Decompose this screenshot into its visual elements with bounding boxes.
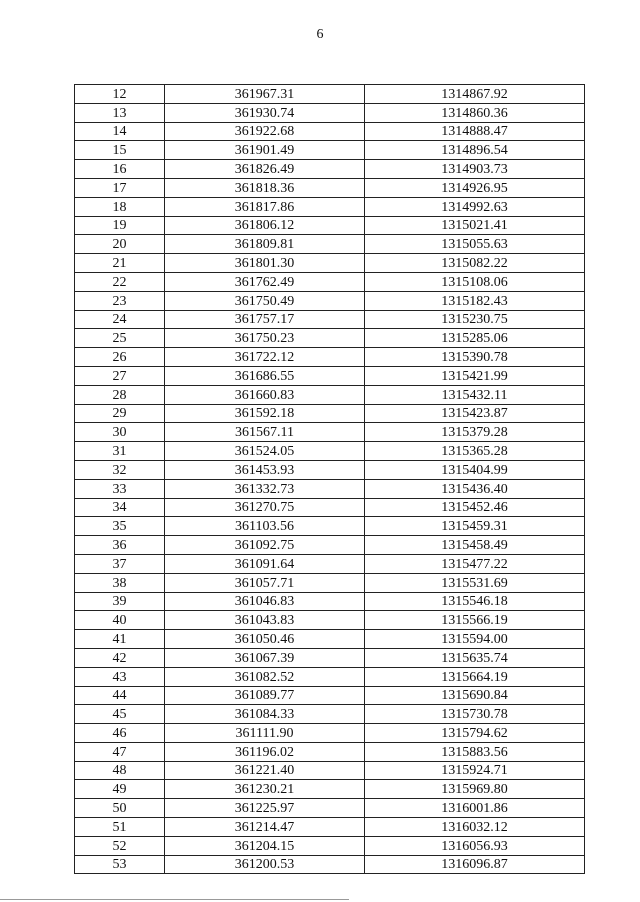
table-row <box>75 648 585 667</box>
x-coordinate-cell: 361067.39 <box>165 648 365 667</box>
y-coordinate-cell: 1315404.99 <box>365 460 585 479</box>
table-row <box>75 254 585 273</box>
y-coordinate-cell: 1315390.78 <box>365 348 585 367</box>
point-number-cell: 26 <box>75 348 165 367</box>
table-row <box>75 761 585 780</box>
table-row <box>75 836 585 855</box>
point-number-cell: 40 <box>75 611 165 630</box>
y-coordinate-cell: 1315082.22 <box>365 254 585 273</box>
y-coordinate-cell: 1315452.46 <box>365 498 585 517</box>
y-coordinate-cell: 1315436.40 <box>365 479 585 498</box>
y-coordinate-cell: 1315285.06 <box>365 329 585 348</box>
table-row <box>75 573 585 592</box>
x-coordinate-cell: 361901.49 <box>165 141 365 160</box>
point-number-cell: 36 <box>75 536 165 555</box>
point-number-cell: 31 <box>75 442 165 461</box>
y-coordinate-cell: 1315531.69 <box>365 573 585 592</box>
table-row <box>75 799 585 818</box>
x-coordinate-cell: 361200.53 <box>165 855 365 874</box>
x-coordinate-cell: 361809.81 <box>165 235 365 254</box>
table-row <box>75 235 585 254</box>
y-coordinate-cell: 1315458.49 <box>365 536 585 555</box>
table-row <box>75 818 585 837</box>
y-coordinate-cell: 1315566.19 <box>365 611 585 630</box>
point-number-cell: 52 <box>75 836 165 855</box>
table-row <box>75 611 585 630</box>
point-number-cell: 24 <box>75 310 165 329</box>
y-coordinate-cell: 1315969.80 <box>365 780 585 799</box>
table-row <box>75 479 585 498</box>
x-coordinate-cell: 361567.11 <box>165 423 365 442</box>
point-number-cell: 49 <box>75 780 165 799</box>
y-coordinate-cell: 1315108.06 <box>365 272 585 291</box>
y-coordinate-cell: 1315021.41 <box>365 216 585 235</box>
table-row <box>75 554 585 573</box>
y-coordinate-cell: 1315432.11 <box>365 385 585 404</box>
point-number-cell: 43 <box>75 667 165 686</box>
table-row <box>75 592 585 611</box>
x-coordinate-cell: 361922.68 <box>165 122 365 141</box>
table-row <box>75 348 585 367</box>
table-row <box>75 160 585 179</box>
x-coordinate-cell: 361050.46 <box>165 630 365 649</box>
x-coordinate-cell: 361043.83 <box>165 611 365 630</box>
y-coordinate-cell: 1315182.43 <box>365 291 585 310</box>
y-coordinate-cell: 1315690.84 <box>365 686 585 705</box>
x-coordinate-cell: 361826.49 <box>165 160 365 179</box>
point-number-cell: 45 <box>75 705 165 724</box>
table-row <box>75 85 585 104</box>
table-row <box>75 216 585 235</box>
y-coordinate-cell: 1316056.93 <box>365 836 585 855</box>
point-number-cell: 21 <box>75 254 165 273</box>
table-row <box>75 517 585 536</box>
point-number-cell: 18 <box>75 197 165 216</box>
point-number-cell: 15 <box>75 141 165 160</box>
table-row <box>75 498 585 517</box>
x-coordinate-cell: 361230.21 <box>165 780 365 799</box>
x-coordinate-cell: 361930.74 <box>165 103 365 122</box>
table-row <box>75 423 585 442</box>
table-row <box>75 141 585 160</box>
page-number: 6 <box>316 27 324 42</box>
y-coordinate-cell: 1315594.00 <box>365 630 585 649</box>
x-coordinate-cell: 361453.93 <box>165 460 365 479</box>
x-coordinate-cell: 361818.36 <box>165 178 365 197</box>
x-coordinate-cell: 361204.15 <box>165 836 365 855</box>
y-coordinate-cell: 1315883.56 <box>365 742 585 761</box>
y-coordinate-cell: 1316032.12 <box>365 818 585 837</box>
table-row <box>75 385 585 404</box>
x-coordinate-cell: 361750.49 <box>165 291 365 310</box>
table-row <box>75 536 585 555</box>
y-coordinate-cell: 1315924.71 <box>365 761 585 780</box>
bottom-divider <box>0 899 349 900</box>
x-coordinate-cell: 361225.97 <box>165 799 365 818</box>
point-number-cell: 47 <box>75 742 165 761</box>
point-number-cell: 38 <box>75 573 165 592</box>
x-coordinate-cell: 361967.31 <box>165 85 365 104</box>
table-row <box>75 460 585 479</box>
point-number-cell: 50 <box>75 799 165 818</box>
table-row <box>75 724 585 743</box>
table-row <box>75 122 585 141</box>
table-row <box>75 366 585 385</box>
table-row <box>75 272 585 291</box>
point-number-cell: 39 <box>75 592 165 611</box>
table-row <box>75 103 585 122</box>
y-coordinate-cell: 1314896.54 <box>365 141 585 160</box>
y-coordinate-cell: 1314992.63 <box>365 197 585 216</box>
x-coordinate-cell: 361084.33 <box>165 705 365 724</box>
y-coordinate-cell: 1315423.87 <box>365 404 585 423</box>
point-number-cell: 20 <box>75 235 165 254</box>
y-coordinate-cell: 1314888.47 <box>365 122 585 141</box>
table-row <box>75 329 585 348</box>
x-coordinate-cell: 361801.30 <box>165 254 365 273</box>
point-number-cell: 44 <box>75 686 165 705</box>
point-number-cell: 37 <box>75 554 165 573</box>
y-coordinate-cell: 1315477.22 <box>365 554 585 573</box>
point-number-cell: 22 <box>75 272 165 291</box>
x-coordinate-cell: 361817.86 <box>165 197 365 216</box>
table-row <box>75 630 585 649</box>
x-coordinate-cell: 361103.56 <box>165 517 365 536</box>
point-number-cell: 53 <box>75 855 165 874</box>
table-row <box>75 780 585 799</box>
point-number-cell: 42 <box>75 648 165 667</box>
table-row <box>75 855 585 874</box>
table-row <box>75 291 585 310</box>
x-coordinate-cell: 361089.77 <box>165 686 365 705</box>
y-coordinate-cell: 1315664.19 <box>365 667 585 686</box>
y-coordinate-cell: 1315546.18 <box>365 592 585 611</box>
y-coordinate-cell: 1315421.99 <box>365 366 585 385</box>
table-row <box>75 404 585 423</box>
y-coordinate-cell: 1315459.31 <box>365 517 585 536</box>
table-row <box>75 310 585 329</box>
point-number-cell: 27 <box>75 366 165 385</box>
point-number-cell: 29 <box>75 404 165 423</box>
point-number-cell: 19 <box>75 216 165 235</box>
y-coordinate-cell: 1314926.95 <box>365 178 585 197</box>
table-row <box>75 705 585 724</box>
y-coordinate-cell: 1315794.62 <box>365 724 585 743</box>
x-coordinate-cell: 361111.90 <box>165 724 365 743</box>
point-number-cell: 51 <box>75 818 165 837</box>
x-coordinate-cell: 361686.55 <box>165 366 365 385</box>
point-number-cell: 14 <box>75 122 165 141</box>
x-coordinate-cell: 361057.71 <box>165 573 365 592</box>
x-coordinate-cell: 361221.40 <box>165 761 365 780</box>
point-number-cell: 32 <box>75 460 165 479</box>
x-coordinate-cell: 361592.18 <box>165 404 365 423</box>
table-row <box>75 442 585 461</box>
point-number-cell: 33 <box>75 479 165 498</box>
x-coordinate-cell: 361082.52 <box>165 667 365 686</box>
x-coordinate-cell: 361660.83 <box>165 385 365 404</box>
point-number-cell: 17 <box>75 178 165 197</box>
y-coordinate-cell: 1314860.36 <box>365 103 585 122</box>
x-coordinate-cell: 361524.05 <box>165 442 365 461</box>
y-coordinate-cell: 1314867.92 <box>365 85 585 104</box>
point-number-cell: 16 <box>75 160 165 179</box>
point-number-cell: 41 <box>75 630 165 649</box>
y-coordinate-cell: 1316096.87 <box>365 855 585 874</box>
point-number-cell: 30 <box>75 423 165 442</box>
y-coordinate-cell: 1315379.28 <box>365 423 585 442</box>
x-coordinate-cell: 361270.75 <box>165 498 365 517</box>
y-coordinate-cell: 1315365.28 <box>365 442 585 461</box>
table-row <box>75 197 585 216</box>
y-coordinate-cell: 1315055.63 <box>365 235 585 254</box>
point-number-cell: 13 <box>75 103 165 122</box>
point-number-cell: 23 <box>75 291 165 310</box>
point-number-cell: 48 <box>75 761 165 780</box>
point-number-cell: 12 <box>75 85 165 104</box>
table-row <box>75 667 585 686</box>
x-coordinate-cell: 361214.47 <box>165 818 365 837</box>
point-number-cell: 28 <box>75 385 165 404</box>
table-row <box>75 742 585 761</box>
x-coordinate-cell: 361092.75 <box>165 536 365 555</box>
y-coordinate-cell: 1314903.73 <box>365 160 585 179</box>
x-coordinate-cell: 361046.83 <box>165 592 365 611</box>
x-coordinate-cell: 361757.17 <box>165 310 365 329</box>
y-coordinate-cell: 1316001.86 <box>365 799 585 818</box>
coordinates-table-body <box>75 85 585 874</box>
table-row <box>75 178 585 197</box>
y-coordinate-cell: 1315635.74 <box>365 648 585 667</box>
x-coordinate-cell: 361750.23 <box>165 329 365 348</box>
point-number-cell: 34 <box>75 498 165 517</box>
x-coordinate-cell: 361196.02 <box>165 742 365 761</box>
table-row <box>75 686 585 705</box>
point-number-cell: 35 <box>75 517 165 536</box>
y-coordinate-cell: 1315730.78 <box>365 705 585 724</box>
x-coordinate-cell: 361091.64 <box>165 554 365 573</box>
point-number-cell: 46 <box>75 724 165 743</box>
x-coordinate-cell: 361762.49 <box>165 272 365 291</box>
y-coordinate-cell: 1315230.75 <box>365 310 585 329</box>
x-coordinate-cell: 361806.12 <box>165 216 365 235</box>
x-coordinate-cell: 361722.12 <box>165 348 365 367</box>
x-coordinate-cell: 361332.73 <box>165 479 365 498</box>
point-number-cell: 25 <box>75 329 165 348</box>
coordinates-table <box>74 84 585 874</box>
